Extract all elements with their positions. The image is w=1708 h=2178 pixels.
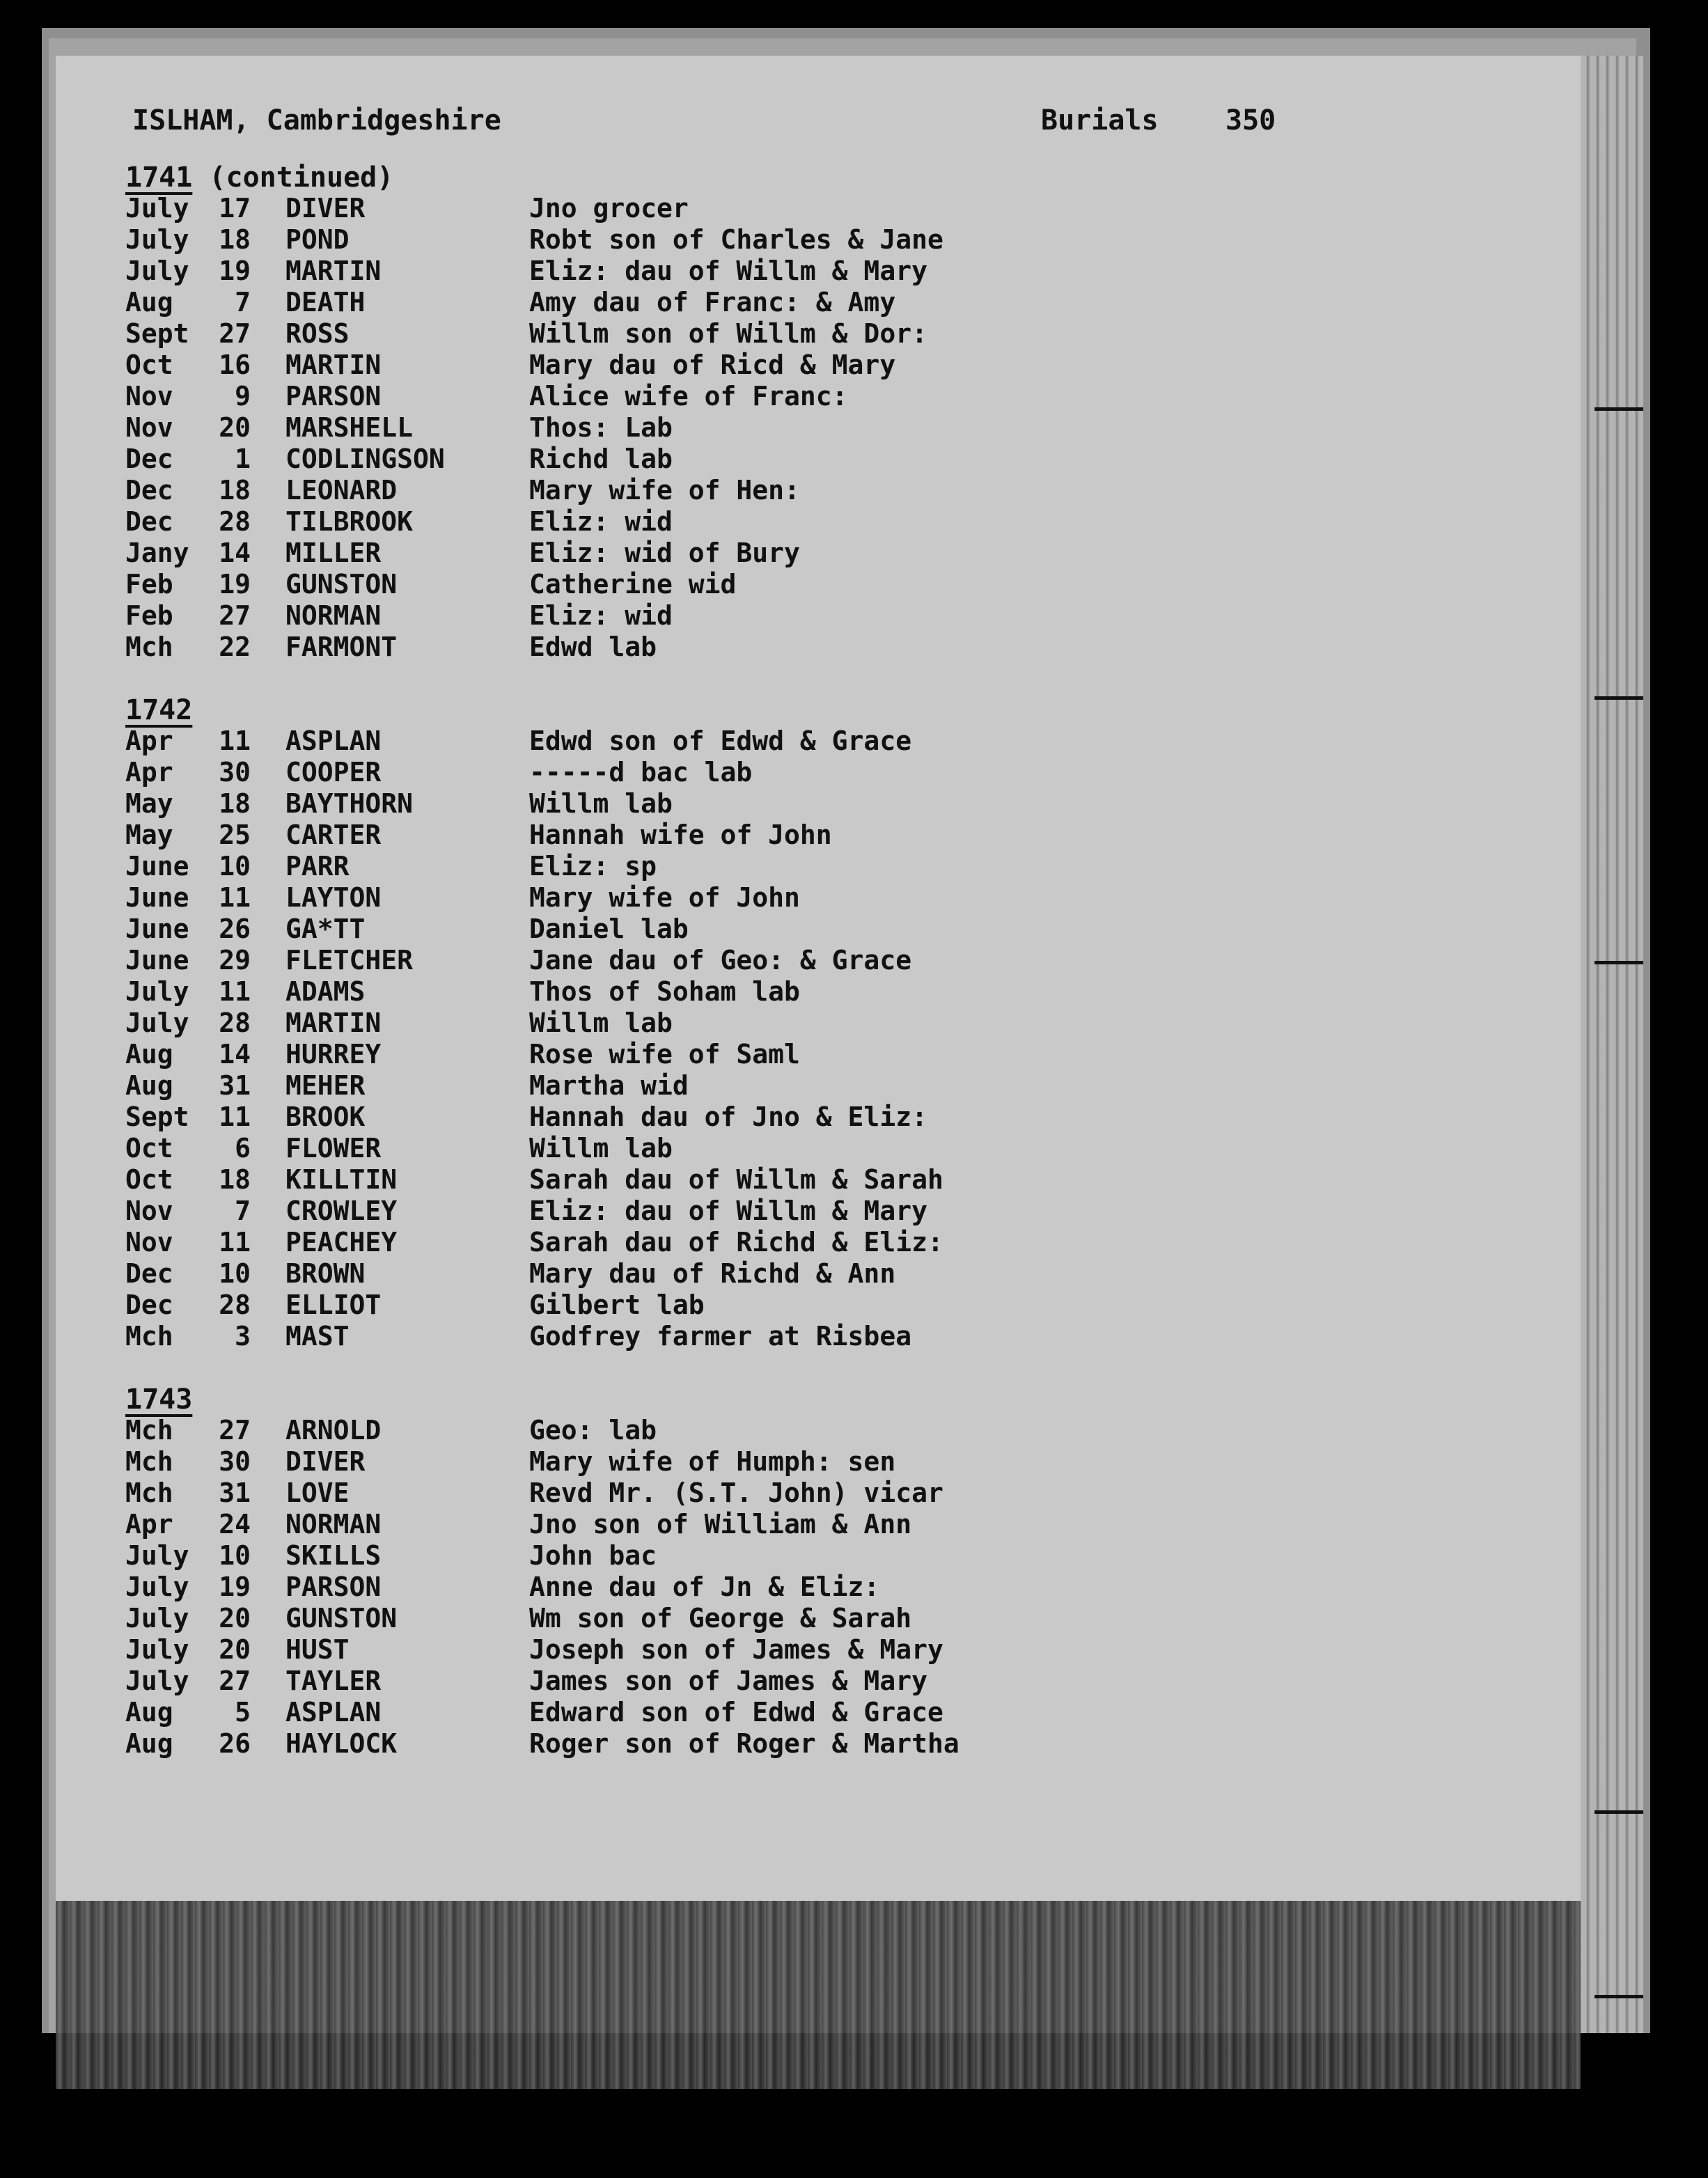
entry-day: 27 [219,1415,251,1446]
entry-day: 11 [219,726,251,756]
entry-detail: Willm lab [529,1008,673,1038]
burial-entry-row [125,1133,1100,1164]
entry-month: Dec [125,1258,173,1289]
entry-month: July [125,256,189,286]
entry-detail: Mary wife of Humph: sen [529,1446,896,1477]
entry-day: 30 [219,757,251,788]
entry-detail: Richd lab [529,444,673,474]
entry-surname: KILLTIN [285,1164,398,1195]
burial-entry-row [125,1728,1100,1760]
entry-month: May [125,820,173,850]
burial-entry-row [125,1478,1100,1509]
entry-detail: Edwd lab [529,632,657,662]
year-note: (continued) [209,162,394,194]
burial-entry-row [125,287,1100,318]
entry-surname: MARTIN [285,256,382,286]
burial-entry-row [125,820,1100,851]
entry-surname: HUST [285,1634,350,1665]
burial-entry-row [125,1164,1100,1196]
entry-month: Mch [125,1446,173,1477]
entry-detail: Geo: lab [529,1415,657,1446]
entry-detail: Eliz: wid of Bury [529,538,800,568]
entry-day: 11 [219,882,251,913]
entry-surname: ADAMS [285,976,366,1007]
entry-detail: Willm lab [529,1133,673,1164]
entry-surname: CROWLEY [285,1196,398,1226]
entry-day: 26 [219,1728,251,1759]
entry-detail: Martha wid [529,1070,689,1101]
burial-entry-row [125,256,1100,287]
entry-month: Nov [125,412,173,443]
entry-surname: COOPER [285,757,382,788]
burial-entry-row [125,1258,1100,1290]
burial-entry-row [125,506,1100,538]
entry-detail: Robt son of Charles & Jane [529,224,943,255]
entry-surname: ASPLAN [285,1697,382,1727]
entry-month: Dec [125,475,173,506]
entry-surname: FLOWER [285,1133,382,1164]
entry-surname: PEACHEY [285,1227,398,1258]
entry-surname: ASPLAN [285,726,382,756]
entry-surname: HURREY [285,1039,382,1070]
burial-entry-row [125,914,1100,945]
year-heading [125,694,1100,726]
entry-month: Aug [125,1039,173,1070]
entry-month: Nov [125,381,173,412]
entry-detail: Hannah wife of John [529,820,832,850]
entry-month: Apr [125,1509,173,1540]
entry-day: 7 [235,287,251,318]
entry-surname: TILBROOK [285,506,414,537]
entry-surname: GA*TT [285,914,366,944]
entry-detail: Sarah dau of Richd & Eliz: [529,1227,943,1258]
entry-surname: TAYLER [285,1666,382,1696]
entry-month: July [125,1540,189,1571]
entry-detail: Mary wife of John [529,882,800,913]
entry-day: 20 [219,1634,251,1665]
burial-entry-row [125,224,1100,256]
entry-detail: Jane dau of Geo: & Grace [529,945,912,976]
entry-day: 11 [219,976,251,1007]
entry-surname: BAYTHORN [285,788,414,819]
burial-entry-row [125,1102,1100,1133]
burial-entry-row [125,1008,1100,1039]
entry-detail: Eliz: dau of Willm & Mary [529,1196,927,1226]
edge-tab-mark [1595,407,1643,411]
entry-surname: HAYLOCK [285,1728,398,1759]
entry-detail: James son of James & Mary [529,1666,927,1696]
burial-entry-row [125,882,1100,914]
entry-month: July [125,1008,189,1038]
entry-detail: Mary dau of Ricd & Mary [529,350,896,380]
entry-month: Aug [125,1697,173,1727]
burial-entry-row [125,851,1100,882]
entry-surname: POND [285,224,350,255]
entry-surname: NORMAN [285,1509,382,1540]
entry-surname: LAYTON [285,882,382,913]
entry-surname: LEONARD [285,475,398,506]
edge-tab-mark [1595,1810,1643,1814]
entry-detail: Eliz: dau of Willm & Mary [529,256,927,286]
entry-detail: Amy dau of Franc: & Amy [529,287,896,318]
burial-entry-row [125,1039,1100,1070]
entry-surname: MEHER [285,1070,366,1101]
entry-day: 31 [219,1478,251,1508]
entry-month: June [125,945,189,976]
burial-entry-row [125,632,1100,663]
entry-surname: PARSON [285,1572,382,1602]
entry-surname: DIVER [285,1446,366,1477]
entry-month: July [125,976,189,1007]
entry-month: Aug [125,1728,173,1759]
entry-detail: Eliz: sp [529,851,657,882]
entry-day: 27 [219,318,251,349]
burial-entry-row [125,1415,1100,1446]
entry-detail: Alice wife of Franc: [529,381,848,412]
entry-surname: NORMAN [285,600,382,631]
entry-month: July [125,1603,189,1634]
entry-month: May [125,788,173,819]
entry-surname: GUNSTON [285,569,398,600]
entry-month: Mch [125,1321,173,1352]
entry-day: 28 [219,506,251,537]
entry-day: 11 [219,1102,251,1132]
entry-month: June [125,914,189,944]
entry-detail: Eliz: wid [529,600,673,631]
entry-day: 27 [219,600,251,631]
entry-detail: Daniel lab [529,914,689,944]
burial-entry-row [125,788,1100,820]
entry-day: 10 [219,1540,251,1571]
entry-month: Oct [125,350,173,380]
burial-entry-row [125,412,1100,444]
entry-day: 1 [235,444,251,474]
entry-surname: PARSON [285,381,382,412]
scan-smudge [56,1901,1581,2089]
entry-detail: Anne dau of Jn & Eliz: [529,1572,880,1602]
entry-month: Mch [125,1415,173,1446]
page-number: 350 [1225,104,1276,136]
entry-day: 18 [219,224,251,255]
entry-detail: Godfrey farmer at Risbea [529,1321,912,1352]
entry-detail: Catherine wid [529,569,737,600]
entry-detail: John bac [529,1540,657,1571]
entry-month: Nov [125,1196,173,1226]
entry-day: 18 [219,475,251,506]
entry-day: 3 [235,1321,251,1352]
entry-day: 29 [219,945,251,976]
burial-entry-row [125,1666,1100,1697]
entry-day: 18 [219,788,251,819]
entry-detail: Edward son of Edwd & Grace [529,1697,943,1727]
entry-surname: MILLER [285,538,382,568]
entry-month: Oct [125,1133,173,1164]
entry-month: Mch [125,632,173,662]
entry-surname: ROSS [285,318,350,349]
entry-surname: BROWN [285,1258,366,1289]
entry-day: 14 [219,538,251,568]
entry-month: July [125,1572,189,1602]
entry-day: 17 [219,193,251,224]
edge-tab-mark [1595,696,1643,700]
burial-entry-row [125,945,1100,976]
entry-month: Sept [125,318,189,349]
entry-month: Aug [125,1070,173,1101]
entry-month: July [125,224,189,255]
entry-detail: Edwd son of Edwd & Grace [529,726,912,756]
burial-entry-row [125,726,1100,757]
entry-month: Sept [125,1102,189,1132]
entry-day: 26 [219,914,251,944]
burial-entry-row [125,1227,1100,1258]
burial-entry-row [125,1634,1100,1666]
year-gap [125,1352,1100,1384]
entry-day: 11 [219,1227,251,1258]
entry-detail: Thos: Lab [529,412,673,443]
entry-month: Feb [125,569,173,600]
burial-entry-row [125,381,1100,412]
burial-entry-row [125,1290,1100,1321]
entry-detail: Thos of Soham lab [529,976,800,1007]
burial-entry-row [125,1572,1100,1603]
burial-register [125,162,1100,1760]
entry-surname: GUNSTON [285,1603,398,1634]
entry-detail: Hannah dau of Jno & Eliz: [529,1102,927,1132]
parish-title: ISLHAM, Cambridgeshire [132,104,501,136]
entry-surname: CARTER [285,820,382,850]
entry-detail: Rose wife of Saml [529,1039,800,1070]
entry-detail: Wm son of George & Sarah [529,1603,912,1634]
entry-month: June [125,851,189,882]
entry-surname: MARTIN [285,350,382,380]
entry-surname: CODLINGSON [285,444,445,474]
burial-entry-row [125,757,1100,788]
year-gap [125,663,1100,694]
entry-month: Nov [125,1227,173,1258]
burial-entry-row [125,1540,1100,1572]
entry-month: Dec [125,1290,173,1320]
entry-day: 5 [235,1697,251,1727]
entry-detail: Willm son of Willm & Dor: [529,318,927,349]
burial-entry-row [125,1321,1100,1352]
entry-month: June [125,882,189,913]
entry-detail: Roger son of Roger & Martha [529,1728,959,1759]
entry-day: 27 [219,1666,251,1696]
page-edges [1581,56,1643,2033]
burial-entry-row [125,318,1100,350]
entry-day: 30 [219,1446,251,1477]
burial-entry-row [125,350,1100,381]
burial-entry-row [125,1697,1100,1728]
entry-month: Mch [125,1478,173,1508]
entry-detail: Eliz: wid [529,506,673,537]
entry-day: 19 [219,569,251,600]
entry-day: 19 [219,256,251,286]
entry-surname: ELLIOT [285,1290,382,1320]
entry-day: 14 [219,1039,251,1070]
entry-day: 24 [219,1509,251,1540]
entry-detail: -----d bac lab [529,757,753,788]
entry-day: 22 [219,632,251,662]
entry-surname: MAST [285,1321,350,1352]
entry-surname: FARMONT [285,632,398,662]
entry-day: 20 [219,412,251,443]
edge-tab-mark [1595,1995,1643,1998]
entry-surname: ARNOLD [285,1415,382,1446]
entry-day: 7 [235,1196,251,1226]
entry-detail: Gilbert lab [529,1290,705,1320]
entry-day: 20 [219,1603,251,1634]
entry-surname: PARR [285,851,350,882]
entry-month: Aug [125,287,173,318]
entry-month: Apr [125,757,173,788]
entry-month: Oct [125,1164,173,1195]
entry-month: July [125,1666,189,1696]
burial-entry-row [125,600,1100,632]
burial-entry-row [125,1509,1100,1540]
entry-day: 25 [219,820,251,850]
burial-entry-row [125,1446,1100,1478]
entry-surname: SKILLS [285,1540,382,1571]
register-section: Burials [1041,104,1159,136]
entry-day: 6 [235,1133,251,1164]
entry-day: 28 [219,1008,251,1038]
entry-detail: Sarah dau of Willm & Sarah [529,1164,943,1195]
entry-day: 31 [219,1070,251,1101]
entry-day: 19 [219,1572,251,1602]
entry-month: July [125,193,189,224]
entry-month: Dec [125,506,173,537]
burial-entry-row [125,538,1100,569]
entry-detail: Mary wife of Hen: [529,475,800,506]
year-label: 1741 [125,162,193,194]
entry-detail: Willm lab [529,788,673,819]
entry-detail: Revd Mr. (S.T. John) vicar [529,1478,943,1508]
burial-entry-row [125,444,1100,475]
burial-entry-row [125,976,1100,1008]
entry-detail: Jno son of William & Ann [529,1509,912,1540]
burial-entry-row [125,1070,1100,1102]
entry-month: Apr [125,726,173,756]
entry-surname: BROOK [285,1102,366,1132]
entry-surname: DIVER [285,193,366,224]
entry-day: 18 [219,1164,251,1195]
entry-surname: MARTIN [285,1008,382,1038]
entry-month: July [125,1634,189,1665]
entry-month: Jany [125,538,189,568]
year-heading [125,1384,1100,1415]
burial-entry-row [125,475,1100,506]
burial-entry-row [125,569,1100,600]
entry-day: 9 [235,381,251,412]
entry-detail: Joseph son of James & Mary [529,1634,943,1665]
edge-tab-mark [1595,961,1643,964]
entry-surname: MARSHELL [285,412,414,443]
entry-surname: DEATH [285,287,366,318]
burial-entry-row [125,1603,1100,1634]
entry-month: Feb [125,600,173,631]
entry-month: Dec [125,444,173,474]
year-label: 1742 [125,694,193,726]
burial-entry-row [125,193,1100,224]
entry-day: 16 [219,350,251,380]
burial-entry-row [125,1196,1100,1227]
year-label: 1743 [125,1384,193,1416]
entry-detail: Mary dau of Richd & Ann [529,1258,896,1289]
entry-day: 28 [219,1290,251,1320]
year-heading [125,162,1100,193]
entry-day: 10 [219,851,251,882]
entry-day: 10 [219,1258,251,1289]
entry-surname: LOVE [285,1478,350,1508]
entry-detail: Jno grocer [529,193,689,224]
entry-surname: FLETCHER [285,945,414,976]
